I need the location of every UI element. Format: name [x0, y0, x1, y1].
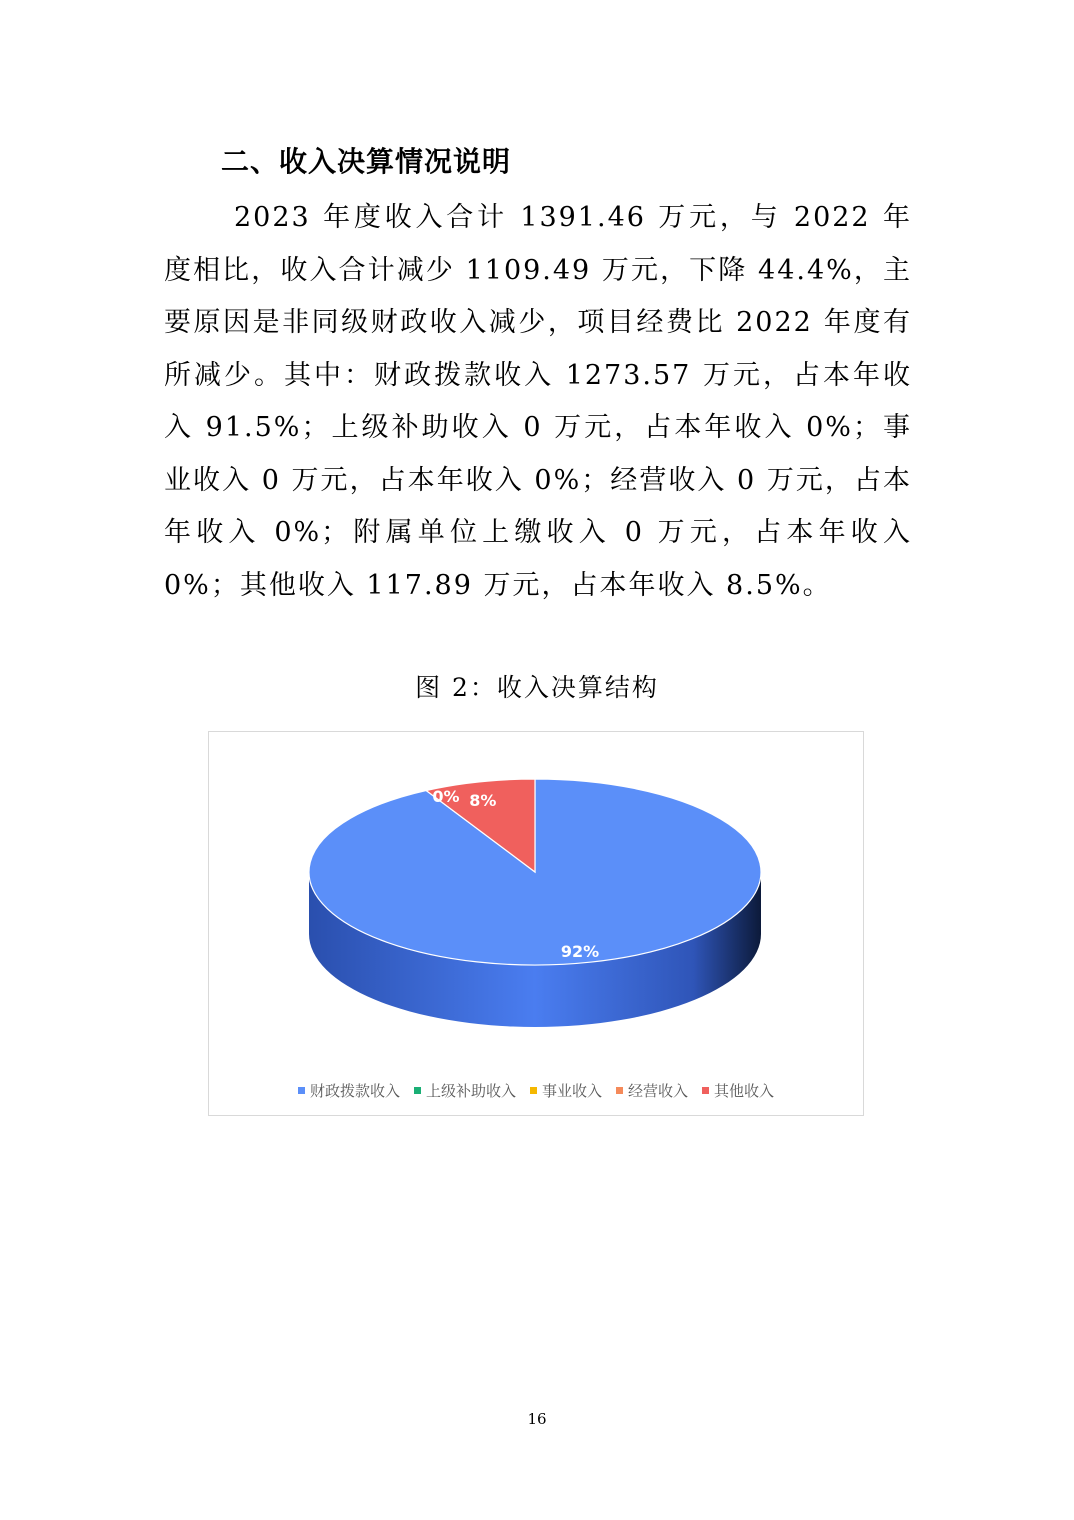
pie-data-label: 8% [469, 790, 497, 810]
legend-item [702, 1080, 774, 1101]
chart-legend [209, 1080, 863, 1101]
body-paragraph: 2023 年度收入合计 1391.46 万元，与 2022 年度相比，收入合计减少 1109.49 万元，下降 44.4%，主要原因是非同级财政收入减少，项目经费比 2022 年度有所减少。其中：财政拨款收入 1273.57 万元，占本年收入 91.5%；上级补助收入 0 万元，占本年收入 0%；事业收入 0 万元，占本年收入 0%；经营收入 0 万元，占本年收入 0%；附属单位上缴收入 0 万元，占本年收入 0%；其他收入 117.89 万元，占本年收入 8.5%。 [164, 202, 912, 601]
legend-item [298, 1080, 400, 1101]
pie-data-label: 92% [560, 942, 600, 961]
legend-item [616, 1080, 688, 1101]
pie-data-label: 0% [432, 787, 460, 806]
legend-label: 经营收入 [628, 1082, 689, 1100]
pie-chart-svg [209, 732, 865, 1117]
legend-label: 财政拨款收入 [309, 1082, 400, 1100]
pie-chart [208, 731, 864, 1116]
legend-swatch [616, 1087, 623, 1094]
legend-label: 上级补助收入 [425, 1082, 516, 1100]
figure-caption: 图 2：收入决算结构 [415, 673, 659, 702]
legend-swatch [530, 1087, 537, 1094]
legend-swatch [298, 1087, 305, 1094]
legend-label: 其他收入 [714, 1082, 775, 1100]
legend-item [414, 1080, 516, 1101]
legend-swatch [702, 1087, 709, 1094]
legend-swatch [414, 1087, 421, 1094]
page-number: 16 [527, 1410, 547, 1428]
legend-label: 事业收入 [541, 1082, 602, 1100]
section-heading: 二、收入决算情况说明 [221, 145, 512, 178]
legend-item [530, 1080, 602, 1101]
